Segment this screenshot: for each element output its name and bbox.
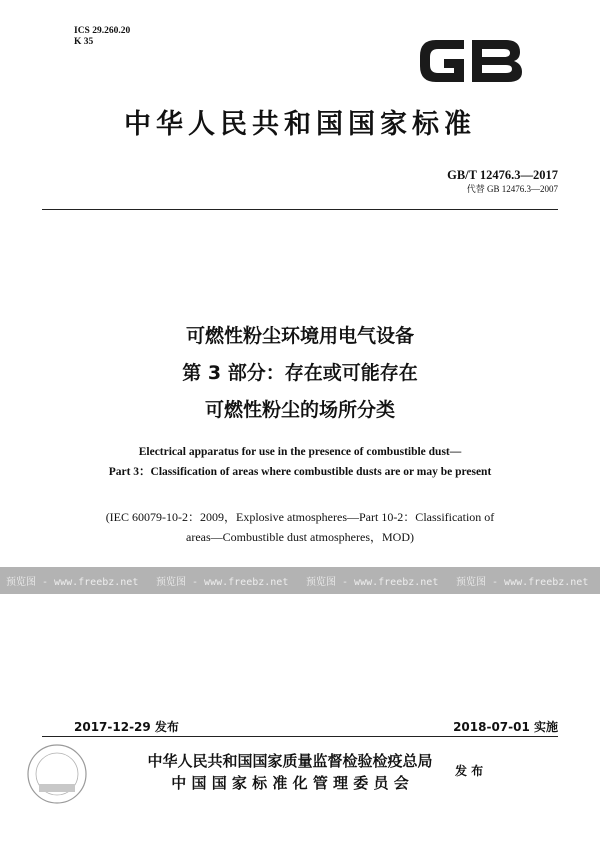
cn-title-line-2: 第 3 部分：存在或可能存在 — [182, 362, 418, 384]
issue-date: 2017-12-29 发布 — [74, 720, 179, 734]
en-title-line-1: Electrical apparatus for use in the presence of combustible dust— — [138, 446, 462, 458]
standard-number: GB/T 12476.3—2017 — [447, 168, 558, 182]
ccs-code: K 35 — [74, 37, 94, 47]
watermark-band — [0, 567, 600, 594]
iec-reference-line-2: areas—Combustible dust atmospheres，MOD) — [186, 530, 414, 544]
publish-label: 发 布 — [455, 764, 484, 778]
cn-title-line-1: 可燃性粉尘环境用电气设备 — [185, 325, 414, 347]
issuer-line-2: 中 国 国 家 标 准 化 管 理 委 员 会 — [171, 774, 409, 792]
standard-title: 中华人民共和国国家标准 — [124, 109, 476, 140]
replaces-note: 代替 GB 12476.3—2007 — [466, 184, 558, 194]
watermark-text: 预览图 - www.freebz.net — [156, 577, 289, 588]
ics-code: ICS 29.260.20 — [74, 26, 131, 36]
watermark-text: 预览图 - www.freebz.net — [306, 577, 439, 588]
issuer-line-1: 中华人民共和国国家质量监督检验检疫总局 — [147, 752, 433, 770]
footer-divider — [42, 736, 558, 737]
watermark-text: 预览图 - www.freebz.net — [456, 577, 589, 588]
gb-logo — [414, 32, 526, 90]
anti-counterfeit-seal — [25, 742, 89, 806]
cn-title-line-3: 可燃性粉尘的场所分类 — [204, 399, 395, 421]
en-title-line-2: Part 3：Classification of areas where combustible dusts are or may be present — [108, 466, 492, 478]
watermark-text: 预览图 - www.freebz.net — [6, 577, 139, 588]
header-divider — [42, 209, 558, 210]
classification-codes — [74, 26, 130, 48]
iec-reference-line-1: (IEC 60079-10-2：2009，Explosive atmospheres—Part 10-2：Classification of — [105, 510, 495, 524]
effective-date: 2018-07-01 实施 — [453, 720, 558, 734]
